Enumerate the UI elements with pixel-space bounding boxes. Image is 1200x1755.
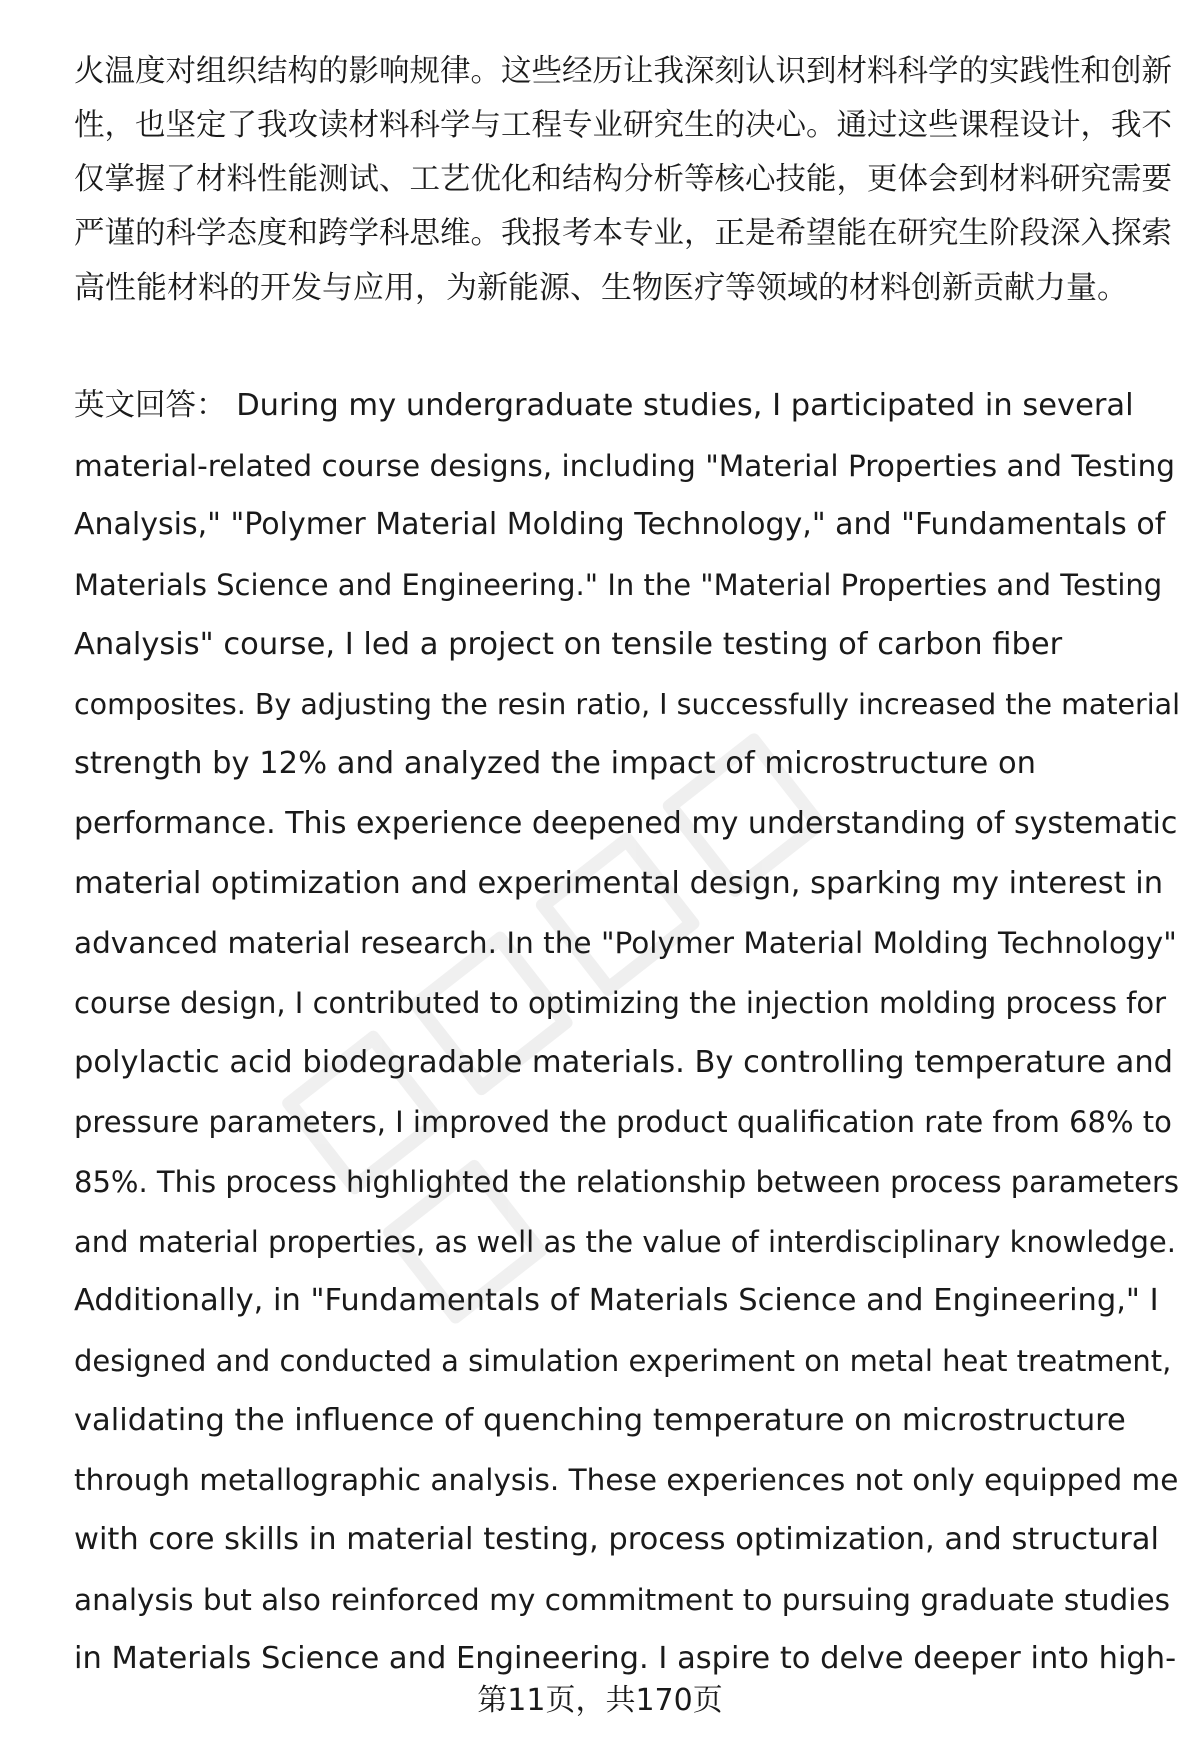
paragraph-line: 严谨的科学态度和跨学科思维。我报考本专业，正是希望能在研究生阶段深入探索 <box>74 216 1172 251</box>
paragraph-line: validating the influence of quenching temperature on microstructure <box>74 1403 1126 1438</box>
paragraph-line: and material properties, as well as the value of interdisciplinary knowledge. <box>74 1225 1176 1259</box>
paragraph-line: through metallographic analysis. These experiences not only equipped me <box>74 1463 1179 1497</box>
paragraph-line: material-related course designs, including "Material Properties and Testing <box>74 449 1176 483</box>
paragraph-line: advanced material research. In the "Polymer Material Molding Technology" <box>74 926 1177 960</box>
paragraph-line: Analysis" course, I led a project on tensile testing of carbon fiber <box>74 627 1063 662</box>
paragraph-line: strength by 12% and analyzed the impact of microstructure on <box>74 746 1036 781</box>
paragraph-line: analysis but also reinforced my commitment to pursuing graduate studies <box>74 1583 1170 1617</box>
paragraph-line: in Materials Science and Engineering. I aspire to delve deeper into high- <box>74 1641 1177 1676</box>
watermark-glyph <box>534 830 702 998</box>
paragraph-line: 英文回答： During my undergraduate studies, I participated in several <box>74 388 1134 423</box>
paragraph-line: 高性能材料的开发与应用，为新能源、生物医疗等领域的材料创新贡献力量。 <box>74 270 1128 306</box>
paragraph-line: pressure parameters, I improved the product qualification rate from 68% to <box>74 1105 1172 1139</box>
paragraph-line: Materials Science and Engineering." In the "Material Properties and Testing <box>74 568 1163 602</box>
page-number-footer: 第11页，共170页 <box>477 1683 723 1718</box>
paragraph-line: performance. This experience deepened my understanding of systematic <box>74 806 1178 841</box>
paragraph-line: composites. By adjusting the resin ratio, I successfully increased the material <box>74 688 1181 721</box>
paragraph-line: 仅掌握了材料性能测试、工艺优化和结构分析等核心技能，更体会到材料研究需要 <box>74 162 1172 197</box>
paragraph-line: Additionally, in "Fundamentals of Materials Science and Engineering," I <box>74 1283 1159 1318</box>
paragraph-line: designed and conducted a simulation experiment on metal heat treatment, <box>74 1344 1172 1378</box>
paragraph-line: course design, I contributed to optimizing the injection molding process for <box>74 986 1167 1020</box>
paragraph-line: material optimization and experimental design, sparking my interest in <box>74 866 1164 901</box>
paragraph-line: polylactic acid biodegradable materials. By controlling temperature and <box>74 1045 1174 1080</box>
paragraph-line: Analysis," "Polymer Material Molding Technology," and "Fundamentals of <box>74 507 1166 542</box>
paragraph-line: with core skills in material testing, process optimization, and structural <box>74 1522 1159 1557</box>
paragraph-line: 85%. This process highlighted the relationship between process parameters <box>74 1165 1179 1199</box>
paragraph-line: 性，也坚定了我攻读材料科学与工程专业研究生的决心。通过这些课程设计，我不 <box>74 108 1172 143</box>
paragraph-line: 火温度对组织结构的影响规律。这些经历让我深刻认识到材料科学的实践性和创新 <box>74 54 1172 89</box>
